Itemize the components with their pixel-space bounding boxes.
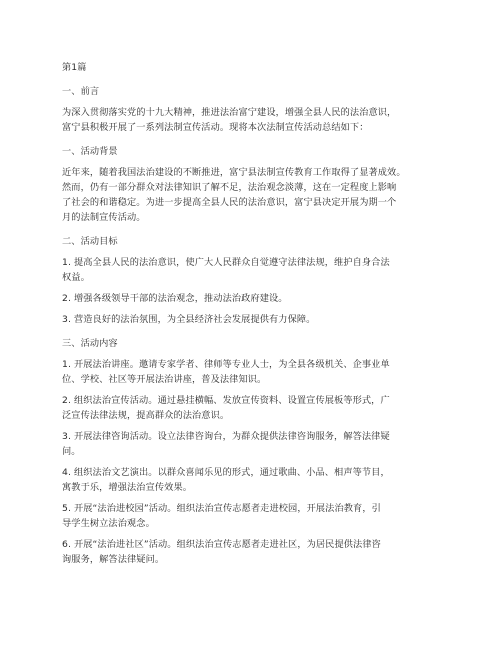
text-line: 了社会的和谐稳定。为进一步提高全县人民的法治意识，富宁县决定开展为期一个 [62,197,397,208]
section-heading-goals: 二、活动目标 [62,236,118,247]
text-line: 导学生树立法治观念。 [62,518,155,529]
content-item-1 [62,357,442,387]
text-line: 2. 增强各级领导干部的法治观念，推动法治政府建设。 [62,293,288,304]
content-item-2 [62,393,442,423]
text-line: 1. 提高全县人民的法治意识，使广大人民群众自觉遵守法律法规，维护自身合法 [62,257,390,268]
section-heading-intro: 一、前言 [62,86,100,97]
text-line: 为深入贯彻落实党的十九大精神，推进法治富宁建设，增强全县人民的法治意识， [62,107,397,118]
goal-item-2 [62,291,442,306]
document-body [62,60,442,567]
text-line: 富宁县积极开展了一系列法制宣传活动。现将本次法制宣传活动总结如下： [62,122,369,133]
chapter-title: 第1篇 [62,62,87,73]
paragraph-intro [62,105,442,135]
section-heading-background: 一、活动背景 [62,146,118,157]
content-item-4 [62,465,442,495]
goal-item-1 [62,255,442,285]
section-heading-content: 三、活动内容 [62,338,118,349]
text-line: 1. 开展法治讲座。邀请专家学者、律师等专业人士，为全县各级机关、企事业单 [62,359,390,370]
content-item-3 [62,429,442,459]
text-line: 问。 [62,446,81,457]
paragraph-background [62,165,442,225]
content-item-5 [62,501,442,531]
text-line: 2. 组织法治宣传活动。通过悬挂横幅、发放宣传资料、设置宣传展板等形式，广 [62,395,390,406]
goal-item-3 [62,312,442,327]
text-line: 近年来，随着我国法治建设的不断推进，富宁县法制宣传教育工作取得了显著成效。 [62,167,406,178]
text-line: 6. 开展“法治进社区”活动。组织法治宣传志愿者走进社区，为居民提供法律咨 [62,539,381,550]
text-line: 3. 营造良好的法治氛围，为全县经济社会发展提供有力保障。 [62,314,316,325]
content-item-6 [62,537,442,567]
text-line: 5. 开展“法治进校园”活动。组织法治宣传志愿者走进校园，开展法治教育，引 [62,503,381,514]
text-line: 3. 开展法律咨询活动。设立法律咨询台，为群众提供法律咨询服务，解答法律疑 [62,431,390,442]
text-line: 4. 组织法治文艺演出。以群众喜闻乐见的形式，通过歌曲、小品、相声等节目， [62,467,390,478]
text-line: 寓教于乐，增强法治宣传效果。 [62,482,193,493]
text-line: 然而，仍有一部分群众对法律知识了解不足，法治观念淡薄，这在一定程度上影响 [62,182,397,193]
text-line: 询服务，解答法律疑问。 [62,554,165,565]
text-line: 泛宣传法律法规，提高群众的法治意识。 [62,410,230,421]
text-line: 位、学校、社区等开展法治讲座，普及法律知识。 [62,374,267,385]
text-line: 月的法制宣传活动。 [62,212,146,223]
text-line: 权益。 [62,272,90,283]
